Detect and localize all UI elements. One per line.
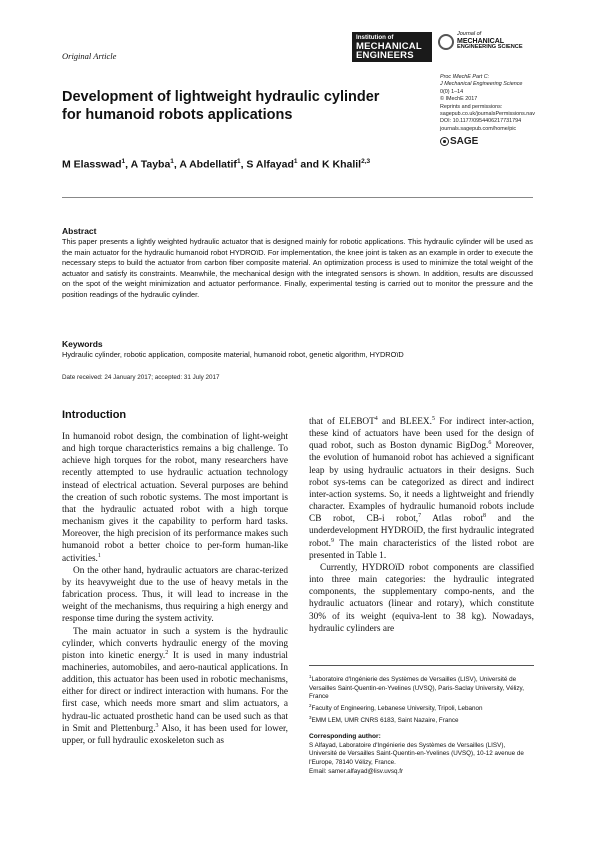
journal-logo-line3: ENGINEERING SCIENCE [457,44,523,51]
body-paragraph [62,431,288,565]
author-separator: , [173,158,180,171]
journal-logo-line2: MECHANICAL [457,37,505,45]
corresponding-author-heading: Corresponding author: [309,733,381,741]
affiliation-sup: 2 [309,702,312,708]
body-paragraph [309,416,534,562]
sage-logo [440,136,570,147]
citation-ref[interactable]: 6 [488,440,492,447]
affiliation [309,714,534,726]
body-column-left [62,431,288,747]
journal-meta [440,74,570,147]
affiliation [309,673,534,702]
imeche-logo-line1: Institution of [356,34,394,41]
body-text: and BLEEX. [377,417,432,427]
meta-doi[interactable]: DOI: 10.1177/0954406217731794 [440,118,522,125]
affiliation-text: Laboratoire d'Ingénierie des Systèmes de Versailles (LISV), Université de Versailles Saint-Quentin-en-Yvelines (UVSQ), Paris-Saclay University, Vélizy, France [309,676,524,701]
meta-volume: 0(0) 1–14 [440,88,464,95]
body-column-right [309,416,534,635]
body-text: and the underdevelopment HYDROïD, the first hydraulic integrated robot. [309,514,534,549]
paper-title: Development of lightweight hydraulic cylinder for humanoid robots applications [62,89,380,123]
body-paragraph: Currently, HYDROïD robot components are classified into three main categories: the hydraulic integrated components, the supplementary compo-nents, and the hydraulic actuators (linear and rotary), which constitute 30% of its weight (equiva-lent to 38 kg). Nowadays, hydraulic cylinders are [309,562,534,634]
meta-reprints-url[interactable]: sagepub.co.uk/journalsPermissions.nav [440,111,535,118]
citation-ref[interactable]: 8 [483,513,487,520]
author-affil-sup: 1 [293,158,298,165]
affiliations-footnote [309,665,534,776]
journal-logo [437,32,552,62]
author-list [62,158,442,171]
imeche-logo-line2: MECHANICAL [356,40,422,52]
affiliation-text: Faculty of Engineering, Lebanese University, Tripoli, Lebanon [311,704,483,712]
keywords-heading: Keywords [62,339,103,349]
author-affil-sup: 2,3 [361,158,371,165]
affiliation-sup: 3 [309,714,312,720]
corresponding-author-email[interactable]: Email: samer.alfayad@lisv.uvsq.fr [309,767,404,775]
body-text: It is used in many industrial machineries, automobiles, and aero-nautical applications. In addition, this actuator has been used in robotic mechanisms, either for direct or indirect interaction with humans. For the first case, which needs more smart and slim actuators, a hydrau-lic actuated prosthetic hand can be used such as that in Smit and Plettenburg. [62,650,288,734]
imeche-logo-line3: ENGINEERS [356,50,414,62]
author-affil-sup: 1 [170,158,174,165]
body-text: Also, it has been used for lower, upper, or full hydraulic exoskeleton such as [62,723,288,746]
meta-journal: Proc IMechE Part C: [440,74,490,80]
author-name: K Khalil [322,158,362,171]
meta-journal-subtitle: J Mechanical Engineering Science [440,81,523,88]
keywords-text: Hydraulic cylinder, robotic application, composite material, humanoid robot, genetic algorithm, HYDROïD [62,350,404,359]
author-name: A Abdellatif [179,158,237,171]
author-name: S Alfayad [246,158,294,171]
journal-logo-line1: Journal of [457,31,482,37]
sage-logo-text: SAGE [450,136,479,148]
citation-ref[interactable]: 4 [374,415,378,422]
sage-icon [440,137,449,146]
citation-ref[interactable]: 2 [165,649,169,656]
affiliation [309,702,534,714]
body-text: The main actuator in such a system is the hydraulic cylinder, which converts hydraulic energy of the moving piston into kinetic energy. [62,626,288,661]
body-text: that of ELEBOT [309,417,375,427]
meta-copyright: © IMechE 2017 [440,96,478,103]
author-separator: , [125,158,131,171]
corresponding-author [309,733,534,776]
introduction-heading: Introduction [62,409,127,421]
abstract-heading: Abstract [62,226,97,236]
body-text: Atlas robot [421,514,484,525]
citation-ref[interactable]: 5 [431,415,435,422]
imeche-logo [352,32,432,62]
abstract-text: This paper presents a lightly weighted hydraulic actuator that is designed mainly for robotic applications. This hydraulic cylinder will be used as the main actuator for the hydraulic humanoid robot HYDROïD. For implementation, the knee joint is taken as an example in order to execute the necessary steps to build the actuator from carbon fiber composite material. An optimization process is used to minimize the total weight of the actuator and satisfy its constraints. Meanwhile, the mechanical design with the integrated sensors is shown. In addition, results are discussed on the spot of the weight minimization and actuator performance. Finally, experimental testing is carried out to monitor the pressure and the position readings of the hydraulic cylinder. [62,237,533,299]
received-dates: Date received: 24 January 2017; accepted: 31 July 2017 [62,374,220,381]
citation-ref[interactable]: 3 [155,722,159,729]
author-affil-sup: 1 [236,158,241,165]
affiliation-text: EMM LEM, UMR CNRS 6183, Saint Nazaire, France [311,716,459,724]
body-paragraph [62,626,288,748]
affiliation-sup: 1 [309,674,312,679]
body-text: Moreover, the evolution of humanoid robot has achieved a significant leap by using hydraulic actuators in their designs. Such robot sys-tems can be categorized as direct and indirect inter-action systems. So, it needs a lightweight and friendly character. Examples of hydraulic humanoid robots include CB robot, CB-i robot, [309,441,534,525]
body-paragraph: On the other hand, hydraulic actuators are charac-terized by its heavyweight due to the use of heavy metals in the fabrication process. Thus, it will lead to increase in the weight of the mechanisms, thus requiring a high energy and response time during the system activity. [62,565,288,625]
author-separator: and [297,158,323,171]
corresponding-author-address: S Alfayad, Laboratoire d'Ingénierie des Systèmes de Versailles (LISV), Université de Versailles Saint-Quentin-en-Yvelines (UVSQ), 10-12 avenue de l'Europe, 78140 Vélizy, France. [309,741,524,767]
meta-homepage[interactable]: journals.sagepub.com/home/pic [440,125,517,132]
citation-ref[interactable]: 9 [330,537,334,544]
body-text: For indirect inter-action, these kind of actuators have been used for the design of quad robot, such as Boston dynamic BigDog. [309,417,534,452]
meta-reprints: Reprints and permissions: [440,103,503,110]
author-name: M Elasswad [62,158,122,171]
author-name: A Tayba [130,158,171,171]
journal-ring-icon [438,34,454,50]
body-text: In humanoid robot design, the combination of light-weight and high torque characteristics remains a big challenge. To achieve high torques for the robot, many researchers have recently attempted to use hydraulic actuation technology instead of electrical actuation. Several purposes are behind the creation of such robotic systems. The most important is that the hydraulic actuated robot with a high torque mechanism gives it the capability to perform hard tasks. Moreover, the high precision of its performance makes such humanoid robot a better choice to per-form human-like activities. [62,432,288,564]
author-affil-sup: 1 [121,158,126,165]
body-text: The main characteristics of the listed robot are presented in Table 1. [309,538,534,561]
author-separator: , [240,158,247,171]
header-divider [62,197,533,198]
article-type: Original Article [62,51,117,61]
citation-ref[interactable]: 1 [97,552,101,559]
citation-ref[interactable]: 7 [418,513,422,520]
